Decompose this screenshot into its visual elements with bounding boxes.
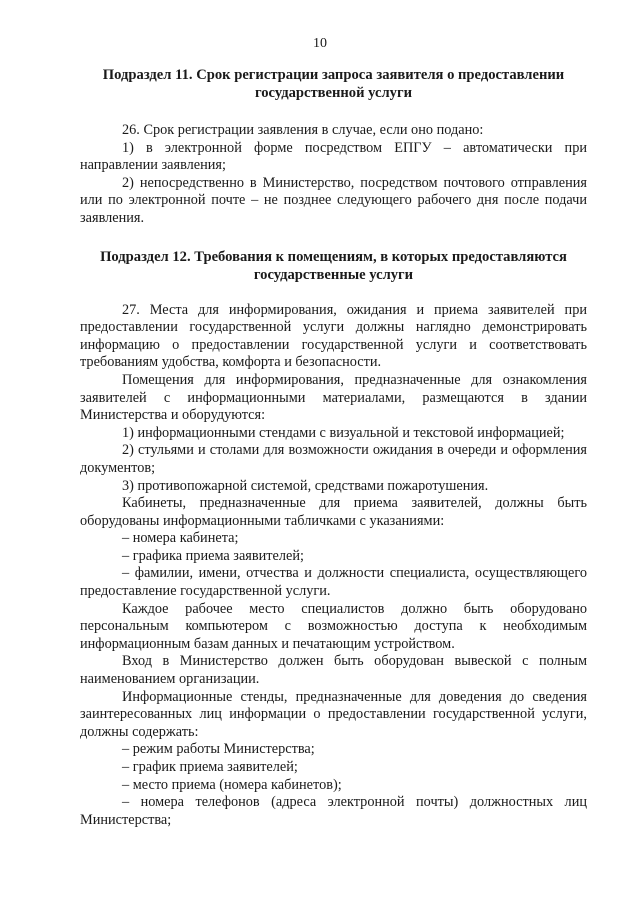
list-item: 2) стульями и столами для возможности ожидания в очереди и оформления документов;: [80, 442, 587, 476]
list-item: – режим работы Министерства;: [122, 741, 315, 758]
paragraph: Помещения для информирования, предназначенные для ознакомления заявителей с информационными материалами, размещаются в здании Министерства и оборудуются:: [80, 371, 587, 424]
paragraph: 26. Срок регистрации заявления в случае, если оно подано:: [122, 122, 484, 138]
paragraph: Кабинеты, предназначенные для приема заявителей, должны быть оборудованы информационными табличками с указаниями:: [80, 495, 587, 529]
paragraph: 2) непосредственно в Министерство, посредством почтового отправления или по электронной почте – не позднее следующего рабочего дня после подачи заявления.: [80, 174, 587, 226]
section-11-heading: Подраздел 11. Срок регистрации запроса заявителя о предоставлении государственной услуги: [102, 67, 565, 101]
section-12-heading: Подраздел 12. Требования к помещениям, в которых предоставляются государственные услуги: [100, 248, 567, 283]
page-number: 10: [313, 36, 327, 51]
list-item: – фамилии, имени, отчества и должности специалиста, осуществляющего предоставление государственной услуги.: [80, 565, 587, 600]
list-item: 1) информационными стендами с визуальной и текстовой информацией;: [122, 424, 565, 441]
list-item: – место приема (номера кабинетов);: [122, 776, 342, 793]
paragraph: Информационные стенды, предназначенные для доведения до сведения заинтересованных лиц информации о предоставлении государственной услуги, должны содержать:: [80, 688, 587, 740]
paragraph: 1) в электронной форме посредством ЕПГУ – автоматически при направлении заявления;: [80, 139, 587, 174]
paragraph: Каждое рабочее место специалистов должно быть оборудовано персональным компьютером с возможностью доступа к необходимым информационным базам данных и печатающим устройством.: [80, 600, 587, 652]
paragraph: Вход в Министерство должен быть оборудован вывеской с полным наименованием организации.: [80, 653, 587, 688]
list-item: – графика приема заявителей;: [122, 547, 304, 564]
list-item: – номера кабинета;: [122, 530, 239, 547]
page-content: [80, 66, 587, 829]
list-item: 3) противопожарной системой, средствами пожаротушения.: [122, 477, 489, 494]
paragraph: 27. Места для информирования, ожидания и приема заявителей при предоставлении государственной услуги должны наглядно демонстрировать информацию о предоставлении государственной услуги и соответствовать требованиям удобства, комфорта и безопасности.: [80, 301, 587, 371]
list-item: – номера телефонов (адреса электронной почты) должностных лиц Министерства;: [80, 794, 587, 828]
list-item: – график приема заявителей;: [122, 759, 298, 775]
